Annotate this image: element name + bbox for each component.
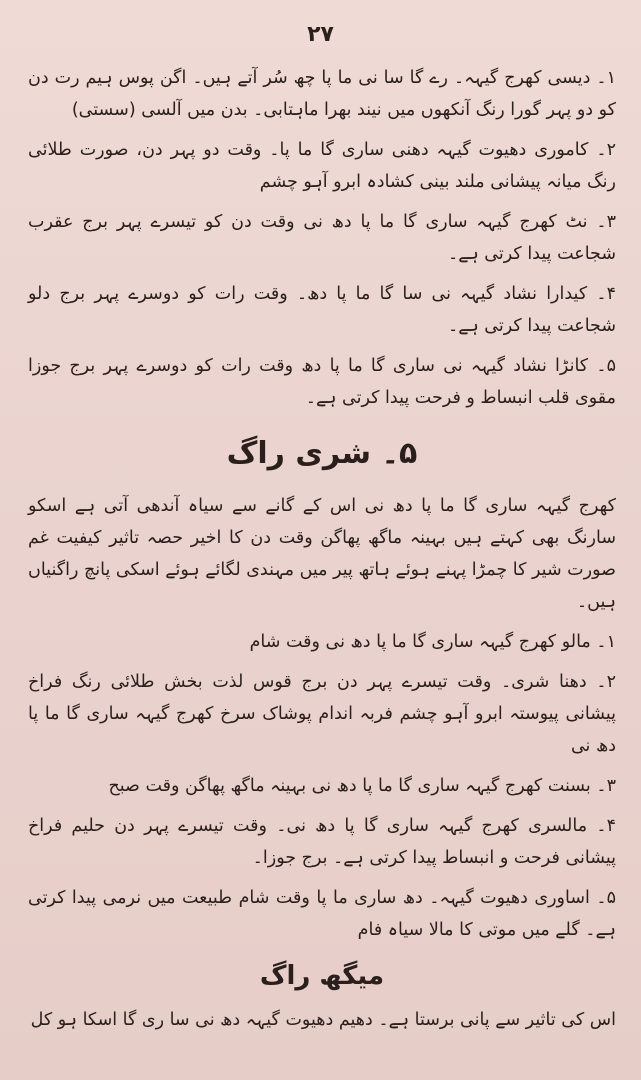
paragraph-asavari: ۵۔ اساوری دھیوت گیہہ۔ دھ ساری ما پا وقت شام طبیعت میں نرمی پیدا کرتی ہے۔ گلے میں موتی کا مالا سیاہ فام xyxy=(28,888,616,940)
paragraph-shri-intro: کھرج گیہہ ساری گا ما پا دھ نی اس کے گانے سے سیاہ آندھی آتی ہے اسکو سارنگ بھی کہتے ہیں بہینہ ماگھ پھاگن وقت دن کا اخیر حصہ تاثیر کیفیت غم صورت شیر کا چمڑا پہنے ہوئے ہاتھ پیر میں مہندی لگائے ہوئے اسکی پانچ راگنیاں ہیں۔ xyxy=(28,496,616,612)
paragraph-basant: ۳۔ بسنت کھرج گیہہ ساری گا ما پا دھ نی بہینہ ماگھ پھاگن وقت صبح xyxy=(108,776,616,796)
paragraph-kedara: ۴۔ کیدارا نشاد گیہہ نی سا گا ما پا دھ۔ وقت رات کو دوسرے پہر برج دلو شجاعت پیدا کرتی ہے۔ xyxy=(28,284,616,336)
paragraph-dhanashri: ۲۔ دھنا شری۔ وقت تیسرے پہر دن برج قوس لذت بخش طلائی رنگ فراخ پیشانی پیوستہ ابرو آہو چشم فربہ اندام پوشاک سرخ کھرج گیہہ ساری گا ما پا دھ نی xyxy=(28,672,616,756)
paragraph-kanra: ۵۔ کانڑا نشاد گیہہ نی ساری گا ما پا دھ وقت رات کو دوسرے پہر برج جوزا مقوی قلب انبساط و فرحت پیدا کرتی ہے۔ xyxy=(28,356,616,408)
paragraph-malsari: ۴۔ مالسری کھرج گیہہ ساری گا پا دھ نی۔ وقت تیسرے پہر دن حلیم فراخ پیشانی فرحت و انبساط پیدا کرتی ہے۔ برج جوزا۔ xyxy=(28,816,616,868)
paragraph-nat: ۳۔ نٹ کھرج گیہہ ساری گا ما پا دھ نی وقت دن کو تیسرے پہر برج عقرب شجاعت پیدا کرتی ہے۔ xyxy=(28,212,616,264)
paragraph-kamodi: ۲۔ کاموری دھیوت گیہہ دھنی ساری گا ما پا۔ وقت دو پہر دن، صورت طلائی رنگ میانہ پیشانی ملند بینی کشادہ ابرو آہو چشم xyxy=(28,140,616,192)
page-body xyxy=(28,62,616,1044)
page-number: ۲۷ xyxy=(307,22,334,47)
paragraph-malo: ۱۔ مالو کھرج گیہہ ساری گا ما پا دھ نی وقت شام xyxy=(249,632,616,652)
section-heading-megh-raag: میگھ راگ xyxy=(259,961,385,991)
paragraph-megh: اس کی تاثیر سے پانی برستا ہے۔ دھیم دھیوت گیہہ دھ نی سا ری گا اسکا ہو کل xyxy=(30,1010,616,1030)
paragraph-desi: ۱۔ دیسی کھرج گیہہ۔ رے گا سا نی ما پا چھ سُر آتے ہیں۔ اگن پوس ہیم رت دن کو دو پہر گورا رنگ آنکھوں میں نیند بھرا ماہتابی۔ بدن میں آلسی (سستی) xyxy=(28,68,616,120)
section-heading-shri-raag: ۵۔ شری راگ xyxy=(226,436,418,471)
